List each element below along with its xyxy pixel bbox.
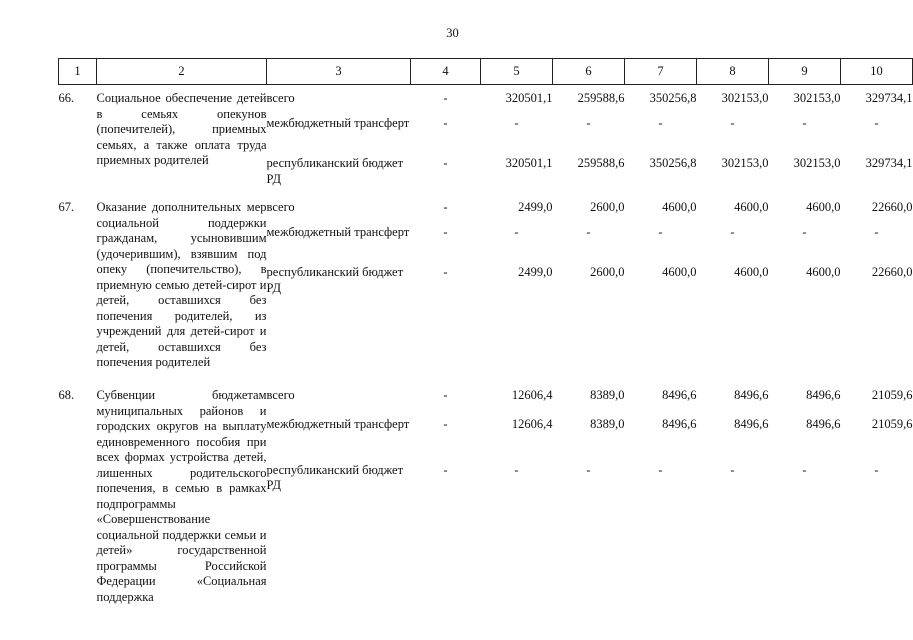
- value-cell: 8389,0: [590, 388, 625, 402]
- value-cell: 329734,1: [865, 156, 913, 170]
- value-cell: 2600,0: [590, 265, 625, 279]
- value-cell: 2499,0: [518, 200, 553, 214]
- table-row: [59, 200, 913, 225]
- value-cell: 2600,0: [590, 200, 625, 214]
- column-header-2: 2: [97, 59, 267, 85]
- value-cell: -: [586, 225, 591, 239]
- value-cell: -: [658, 462, 663, 477]
- value-cell: 320501,1: [505, 91, 553, 105]
- value-cell: 8389,0: [590, 416, 625, 431]
- value-cell: 4600,0: [734, 265, 769, 279]
- value-cell: -: [802, 462, 807, 477]
- funding-source-label: межбюджетный трансферт: [266, 116, 410, 130]
- column-header-7: 7: [625, 59, 697, 85]
- column-header-9: 9: [769, 59, 841, 85]
- value-cell: -: [802, 116, 807, 130]
- value-cell: 8496,6: [662, 388, 697, 402]
- value-cell: 4600,0: [734, 200, 769, 214]
- funding-source-label: всего: [266, 388, 295, 402]
- value-cell: -: [658, 225, 663, 239]
- value-cell: 4600,0: [662, 265, 697, 279]
- value-cell: -: [874, 462, 879, 477]
- value-cell: 8496,6: [734, 388, 769, 402]
- value-cell: 302153,0: [721, 91, 769, 105]
- value-cell: 350256,8: [649, 91, 697, 105]
- column-4-value: -: [443, 200, 448, 214]
- column-header-3: 3: [267, 59, 411, 85]
- value-cell: 259588,6: [577, 91, 625, 105]
- column-4-value: -: [443, 91, 448, 105]
- funding-source-label: республиканский бюджет РД: [266, 156, 404, 186]
- value-cell: -: [586, 462, 591, 477]
- funding-source-label: всего: [266, 200, 295, 214]
- value-cell: 302153,0: [793, 91, 841, 105]
- column-header-6: 6: [553, 59, 625, 85]
- value-cell: 22660,0: [871, 265, 913, 279]
- value-cell: 8496,6: [806, 416, 841, 431]
- value-cell: -: [514, 225, 519, 239]
- page-number: 30: [446, 26, 459, 40]
- value-cell: -: [730, 116, 735, 130]
- value-cell: -: [514, 116, 519, 130]
- row-number: 66.: [58, 91, 75, 105]
- column-4-value: -: [443, 388, 448, 402]
- value-cell: 8496,6: [662, 416, 697, 431]
- value-cell: 22660,0: [871, 200, 913, 214]
- value-cell: -: [802, 225, 807, 239]
- funding-source-label: республиканский бюджет РД: [266, 265, 404, 295]
- value-cell: 21059,6: [871, 388, 913, 402]
- funding-source-label: межбюджетный трансферт: [266, 225, 410, 239]
- value-cell: 8496,6: [806, 388, 841, 402]
- row-description: Оказание дополнительных мер социальной поддержки гражданам, усыновившим (удочерившим), взявшим под опеку (попечительство), в приемную семью детей-сирот и детей, оставшихся без попечения родителей, из учреждений для детей-сирот и детей, оставшихся без попечения родителей: [96, 200, 267, 369]
- value-cell: 4600,0: [806, 265, 841, 279]
- value-cell: 302153,0: [721, 156, 769, 170]
- funding-source-label: всего: [266, 91, 295, 105]
- column-header-1: 1: [59, 59, 97, 85]
- value-cell: -: [730, 225, 735, 239]
- table-header-row: [59, 59, 913, 85]
- value-cell: 302153,0: [793, 156, 841, 170]
- value-cell: 4600,0: [662, 200, 697, 214]
- value-cell: -: [658, 116, 663, 130]
- row-number: 67.: [58, 200, 75, 214]
- value-cell: -: [586, 116, 591, 130]
- value-cell: 4600,0: [806, 200, 841, 214]
- funding-source-label: республиканский бюджет РД: [266, 462, 404, 493]
- funding-source-label: межбюджетный трансферт: [266, 416, 410, 431]
- value-cell: -: [514, 462, 519, 477]
- column-4-value: -: [443, 462, 448, 477]
- value-cell: 320501,1: [505, 156, 553, 170]
- budget-table: [58, 58, 913, 605]
- column-4-value: -: [443, 116, 448, 130]
- column-4-value: -: [443, 225, 448, 239]
- value-cell: 21059,6: [871, 416, 913, 431]
- column-header-4: 4: [411, 59, 481, 85]
- value-cell: 259588,6: [577, 156, 625, 170]
- table-body: [59, 85, 913, 606]
- column-4-value: -: [443, 156, 448, 170]
- value-cell: 12606,4: [511, 388, 553, 402]
- table-row: [59, 388, 913, 417]
- value-cell: 8496,6: [734, 416, 769, 431]
- value-cell: 350256,8: [649, 156, 697, 170]
- row-number: 68.: [58, 388, 75, 402]
- row-description: Субвенции бюджетам муниципальных районов и городских округов на выплату единовременного пособия при всех формах устройства детей, лишенных родительского попечения, в семью в рамках подпрограммы «Совершенствование социальной поддержки семьи и детей» государственной программы Российской Федерации «Социальная поддержка: [96, 388, 267, 604]
- value-cell: 329734,1: [865, 91, 913, 105]
- value-cell: -: [874, 116, 879, 130]
- column-header-10: 10: [841, 59, 913, 85]
- value-cell: 12606,4: [511, 416, 553, 431]
- column-header-5: 5: [481, 59, 553, 85]
- column-4-value: -: [443, 265, 448, 279]
- value-cell: 2499,0: [518, 265, 553, 279]
- row-description: Социальное обеспечение детей в семьях опекунов (попечителей), приемных семьях, а также оплата труда приемных родителей: [96, 91, 267, 167]
- table-row: [59, 91, 913, 116]
- value-cell: -: [874, 225, 879, 239]
- column-4-value: -: [443, 416, 448, 431]
- value-cell: -: [730, 462, 735, 477]
- column-header-8: 8: [697, 59, 769, 85]
